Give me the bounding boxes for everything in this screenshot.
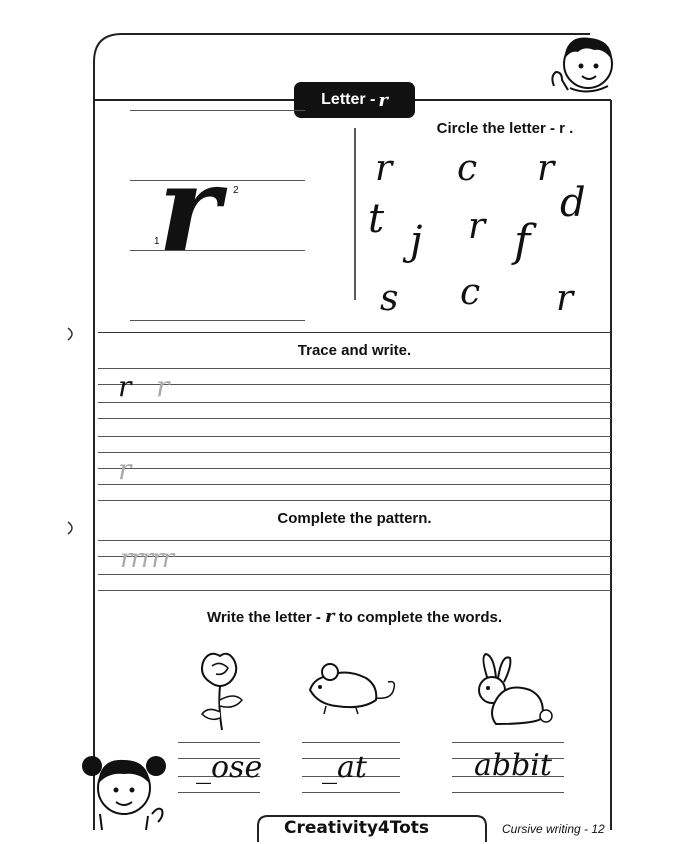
letter-option[interactable]: f [514,216,531,267]
writing-line [98,436,611,437]
writing-line [302,742,400,743]
stroke-number: 1 [154,236,160,247]
guide-line [130,110,305,111]
writing-line [98,556,611,557]
writing-line [98,452,611,453]
trace-letter-dotted[interactable]: r [156,370,170,403]
letter-option[interactable]: r [468,206,486,247]
rose-illustration [190,650,250,732]
word-rabbit[interactable]: abbit [474,748,552,783]
stroke-number: 2 [233,185,239,196]
letter-option[interactable]: c [457,148,478,189]
title-letter: r [378,89,388,111]
letter-option[interactable]: r [375,148,393,189]
section-divider [98,332,611,333]
writing-line [98,540,611,541]
writing-line [452,792,564,793]
title-prefix: Letter - [321,91,376,108]
writing-line [98,590,611,591]
word-rose[interactable]: _ose [196,750,263,785]
pattern-heading: Complete the pattern. [277,510,432,527]
letter-option[interactable]: r [556,278,574,319]
page-number: Cursive writing - 12 [502,822,605,836]
trace-letter-dotted[interactable]: r [118,453,132,486]
letter-option[interactable]: d [560,180,586,226]
words-heading: Write the letter - r to complete the words. [206,606,503,627]
letter-option[interactable]: t [368,196,385,242]
page-title [294,82,415,118]
letter-option[interactable]: r [537,148,555,189]
rabbit-illustration [466,652,558,728]
writing-line [98,402,611,403]
guide-line [130,320,305,321]
letter-option[interactable]: s [380,278,399,319]
model-letter: r [158,139,221,278]
boy-illustration [548,26,620,102]
writing-line [178,742,260,743]
pattern-trace[interactable]: rrrrr [120,544,173,574]
footer-brand: Creativity4Tots [284,818,430,838]
trace-letter-solid: r [118,370,132,403]
letter-option[interactable]: c [460,272,481,313]
writing-line [452,742,564,743]
writing-line [302,792,400,793]
letter-option[interactable]: j [410,218,423,264]
girl-illustration [78,744,170,836]
writing-line [98,468,611,469]
writing-line [98,574,611,575]
writing-line [98,368,611,369]
word-rat[interactable]: _at [322,750,367,785]
writing-line [178,792,260,793]
writing-line [98,500,611,501]
writing-line [98,418,611,419]
writing-line [98,384,611,385]
circle-instruction: Circle the letter - r . [436,120,574,137]
mouse-illustration [306,660,398,716]
writing-line [98,484,611,485]
trace-heading: Trace and write. [297,342,412,359]
